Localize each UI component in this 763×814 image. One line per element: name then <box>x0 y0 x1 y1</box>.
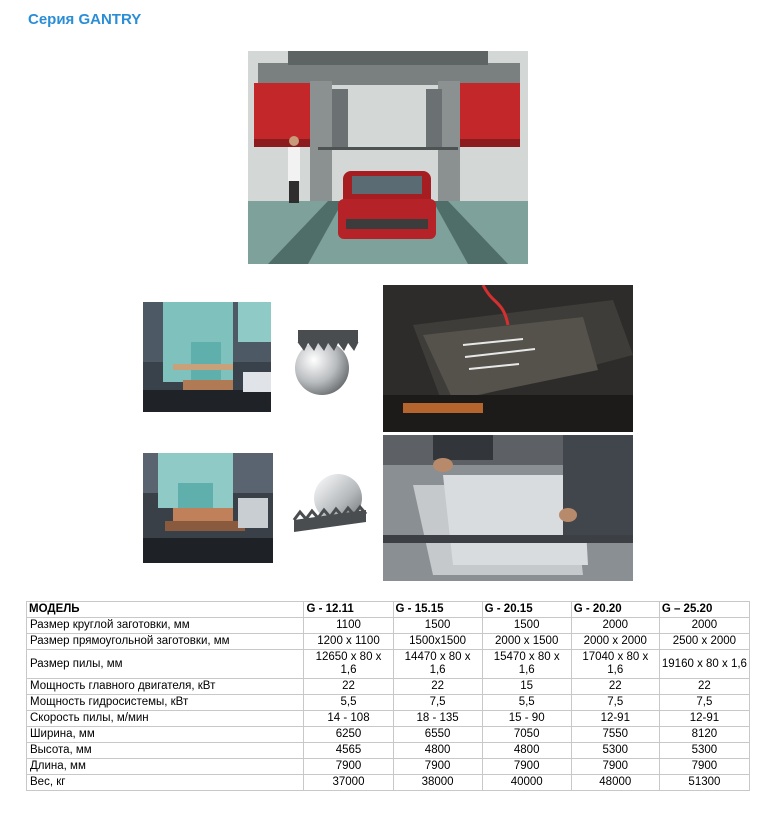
column-header: G - 12.11 <box>304 602 393 618</box>
row-label: Длина, мм <box>27 759 304 775</box>
table-cell: 2000 <box>571 618 659 634</box>
table-row <box>27 634 750 650</box>
table-cell: 2000 <box>659 618 749 634</box>
table-cell: 22 <box>304 679 393 695</box>
table-cell: 7900 <box>482 759 571 775</box>
table-cell: 15470 х 80 х 1,6 <box>482 650 571 679</box>
table-row <box>27 711 750 727</box>
table-cell: 7050 <box>482 727 571 743</box>
table-row <box>27 759 750 775</box>
table-cell: 14470 х 80 х 1,6 <box>393 650 482 679</box>
table-cell: 2000 х 1500 <box>482 634 571 650</box>
table-cell: 40000 <box>482 775 571 791</box>
table-cell: 15 - 90 <box>482 711 571 727</box>
table-cell: 7,5 <box>659 695 749 711</box>
table-cell: 4565 <box>304 743 393 759</box>
table-cell: 2000 х 2000 <box>571 634 659 650</box>
marked-steel-block-photo <box>383 285 633 432</box>
table-cell: 38000 <box>393 775 482 791</box>
table-row <box>27 775 750 791</box>
table-cell: 17040 х 80 х 1,6 <box>571 650 659 679</box>
gantry-bandsaw-machine-photo <box>248 51 528 264</box>
table-cell: 12-91 <box>571 711 659 727</box>
table-cell: 7,5 <box>393 695 482 711</box>
table-cell: 4800 <box>393 743 482 759</box>
row-label: Вес, кг <box>27 775 304 791</box>
table-cell: 1500х1500 <box>393 634 482 650</box>
table-cell: 6250 <box>304 727 393 743</box>
table-cell: 1100 <box>304 618 393 634</box>
round-stock-cutting-icon <box>286 320 366 398</box>
page-title: Серия GANTRY <box>28 11 142 28</box>
rectangular-stock-cutting-icon <box>286 470 370 538</box>
saw-clamp-closeup-photo <box>143 302 271 412</box>
table-row <box>27 650 750 679</box>
specifications-table <box>26 601 750 791</box>
table-cell: 19160 х 80 х 1,6 <box>659 650 749 679</box>
table-cell: 7900 <box>393 759 482 775</box>
table-cell: 7900 <box>304 759 393 775</box>
table-cell: 2500 х 2000 <box>659 634 749 650</box>
table-cell: 22 <box>393 679 482 695</box>
row-label: Мощность гидросистемы, кВт <box>27 695 304 711</box>
table-cell: 5300 <box>659 743 749 759</box>
table-cell: 6550 <box>393 727 482 743</box>
table-cell: 18 - 135 <box>393 711 482 727</box>
table-cell: 12650 х 80 х 1,6 <box>304 650 393 679</box>
table-cell: 1500 <box>393 618 482 634</box>
table-cell: 7900 <box>659 759 749 775</box>
table-row <box>27 679 750 695</box>
steel-plate-cutting-photo <box>383 435 633 581</box>
table-cell: 12-91 <box>659 711 749 727</box>
table-cell: 48000 <box>571 775 659 791</box>
table-row <box>27 743 750 759</box>
table-header-row <box>27 602 750 618</box>
column-header: МОДЕЛЬ <box>27 602 304 618</box>
table-cell: 1200 х 1100 <box>304 634 393 650</box>
table-cell: 15 <box>482 679 571 695</box>
table-cell: 5,5 <box>482 695 571 711</box>
column-header: G - 15.15 <box>393 602 482 618</box>
saw-clamp-rectangular-photo <box>143 453 273 563</box>
row-label: Скорость пилы, м/мин <box>27 711 304 727</box>
table-cell: 7550 <box>571 727 659 743</box>
table-row <box>27 727 750 743</box>
row-label: Мощность главного двигателя, кВт <box>27 679 304 695</box>
table-cell: 22 <box>571 679 659 695</box>
table-cell: 5300 <box>571 743 659 759</box>
row-label: Размер прямоугольной заготовки, мм <box>27 634 304 650</box>
table-cell: 7,5 <box>571 695 659 711</box>
column-header: G – 25.20 <box>659 602 749 618</box>
row-label: Размер круглой заготовки, мм <box>27 618 304 634</box>
table-row <box>27 618 750 634</box>
table-cell: 37000 <box>304 775 393 791</box>
table-cell: 4800 <box>482 743 571 759</box>
table-cell: 8120 <box>659 727 749 743</box>
row-label: Высота, мм <box>27 743 304 759</box>
column-header: G - 20.15 <box>482 602 571 618</box>
table-row <box>27 695 750 711</box>
column-header: G - 20.20 <box>571 602 659 618</box>
table-cell: 1500 <box>482 618 571 634</box>
table-cell: 51300 <box>659 775 749 791</box>
row-label: Размер пилы, мм <box>27 650 304 679</box>
table-cell: 14 - 108 <box>304 711 393 727</box>
table-cell: 7900 <box>571 759 659 775</box>
row-label: Ширина, мм <box>27 727 304 743</box>
table-cell: 5,5 <box>304 695 393 711</box>
table-cell: 22 <box>659 679 749 695</box>
